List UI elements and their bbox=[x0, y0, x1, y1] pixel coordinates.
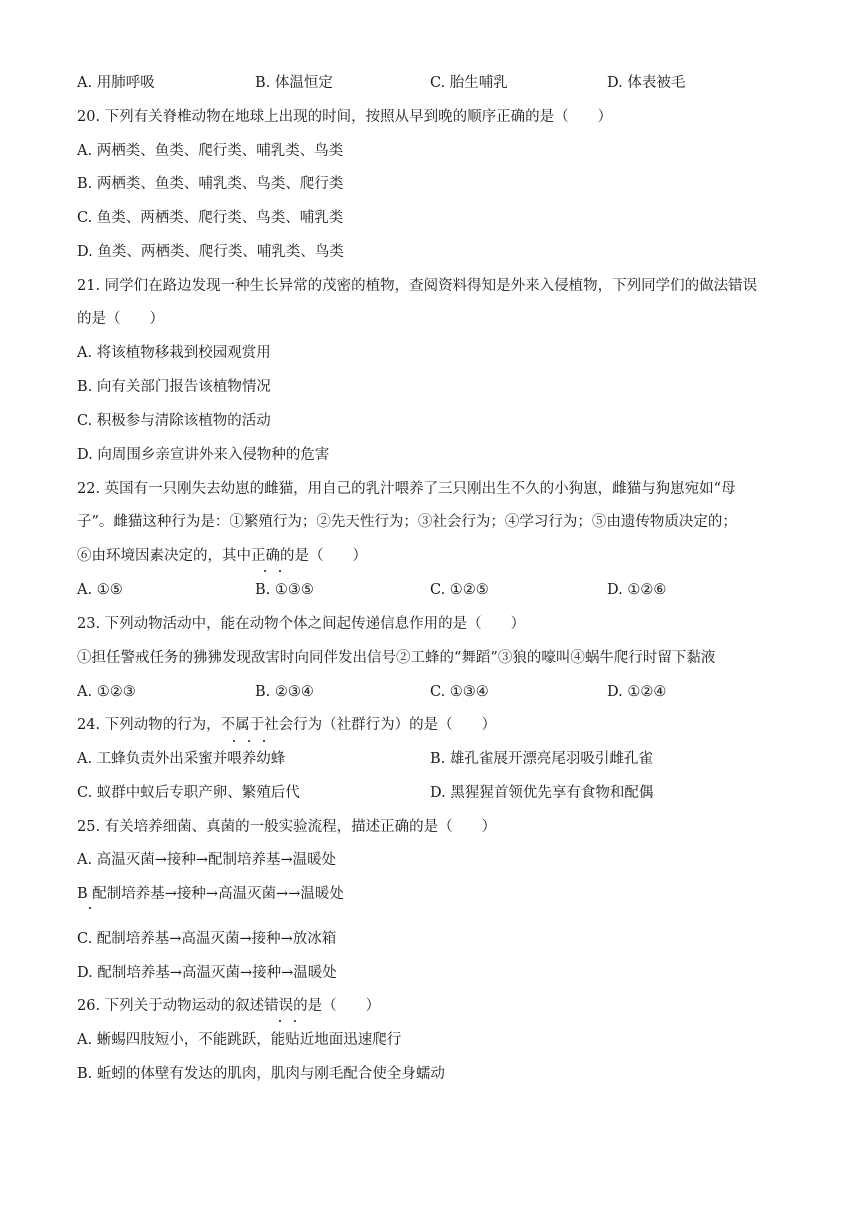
emphasis-dot bbox=[294, 1020, 296, 1022]
q21-option-c: C. 积极参与清除该植物的活动 bbox=[77, 413, 271, 429]
q23-option-c: C. ①③④ bbox=[430, 684, 489, 700]
q21-option-a: A. 将该植物移栽到校园观赏用 bbox=[77, 345, 271, 361]
q20-stem: 20. 下列有关脊椎动物在地球上出现的时间，按照从早到晚的顺序正确的是（ ） bbox=[77, 109, 613, 125]
q23-option-d: D. ①②④ bbox=[607, 684, 667, 700]
q21-stem-line2: 的是（ ） bbox=[77, 311, 164, 327]
q26-option-a: A. 蜥蜴四肢短小，不能跳跃，能贴近地面迅速爬行 bbox=[77, 1032, 402, 1048]
q19-option-a: A. 用肺呼吸 bbox=[77, 75, 155, 91]
q21-option-b: B. 向有关部门报告该植物情况 bbox=[77, 379, 271, 395]
q22-stem-line2: 子”。雌猫这种行为是：①繁殖行为；②先天性行为；③社会行为；④学习行为；⑤由遗传物质决定的； bbox=[77, 514, 737, 530]
q19-option-b: B. 体温恒定 bbox=[255, 75, 333, 91]
q22-stem-line1: 22. 英国有一只刚失去幼崽的雌猫，用自己的乳汁喂养了三只刚出生不久的小狗崽，雌猫与狗崽宛如“母 bbox=[77, 481, 736, 497]
emphasis-dot bbox=[248, 740, 250, 742]
q26-stem: 26. 下列关于动物运动的叙述错误的是（ ） bbox=[77, 998, 381, 1014]
q21-option-d: D. 向周围乡亲宣讲外来入侵物种的危害 bbox=[77, 447, 330, 463]
q22-option-c: C. ①②⑤ bbox=[430, 582, 489, 598]
q25-option-a: A. 高温灭菌→接种→配制培养基→温暖处 bbox=[77, 852, 337, 868]
q22-option-b: B. ①③⑤ bbox=[255, 582, 314, 598]
emphasis-dot bbox=[233, 740, 235, 742]
q24-stem: 24. 下列动物的行为，不属于社会行为（社群行为）的是（ ） bbox=[77, 717, 497, 733]
q23-detail: ①担任警戒任务的狒狒发现敌害时向同伴发出信号②工蜂的“舞蹈”③狼的嚎叫④蜗牛爬行时留下黏液 bbox=[77, 650, 716, 666]
q19-option-d: D. 体表被毛 bbox=[607, 75, 686, 91]
emphasis-dot bbox=[264, 570, 266, 572]
q24-option-d: D. 黑猩猩首领优先享有食物和配偶 bbox=[430, 785, 654, 801]
q22-option-a: A. ①⑤ bbox=[77, 582, 123, 598]
q25-option-d: D. 配制培养基→高温灭菌→接种→温暖处 bbox=[77, 965, 337, 981]
q26-option-b: B. 蚯蚓的体壁有发达的肌肉，肌肉与刚毛配合使全身蠕动 bbox=[77, 1066, 445, 1082]
q20-option-c: C. 鱼类、两栖类、爬行类、鸟类、哺乳类 bbox=[77, 210, 344, 226]
q20-option-b: B. 两栖类、鱼类、哺乳类、鸟类、爬行类 bbox=[77, 176, 344, 192]
q23-option-b: B. ②③④ bbox=[255, 684, 314, 700]
emphasis-dot bbox=[279, 1020, 281, 1022]
q23-stem: 23. 下列动物活动中，能在动物个体之间起传递信息作用的是（ ） bbox=[77, 616, 526, 632]
emphasis-dot bbox=[279, 570, 281, 572]
q25-option-c: C. 配制培养基→高温灭菌→接种→放冰箱 bbox=[77, 931, 337, 947]
q22-option-d: D. ①②⑥ bbox=[607, 582, 667, 598]
q22-stem-line3: ⑥由环境因素决定的，其中正确的是（ ） bbox=[77, 548, 367, 564]
q24-option-a: A. 工蜂负责外出采蜜并喂养幼蜂 bbox=[77, 751, 286, 767]
stray-dot bbox=[89, 907, 91, 909]
q24-option-c: C. 蚁群中蚁后专职产卵、繁殖后代 bbox=[77, 785, 300, 801]
q24-option-b: B. 雄孔雀展开漂亮尾羽吸引雌孔雀 bbox=[430, 751, 653, 767]
q25-option-b: B 配制培养基→接种→高温灭菌→→温暖处 bbox=[77, 886, 344, 902]
q21-stem-line1: 21. 同学们在路边发现一种生长异常的茂密的植物，查阅资料得知是外来入侵植物，下列同学们的做法错误 bbox=[77, 278, 758, 294]
emphasis-dot bbox=[263, 740, 265, 742]
q19-option-c: C. 胎生哺乳 bbox=[430, 75, 508, 91]
q25-stem: 25. 有关培养细菌、真菌的一般实验流程，描述正确的是（ ） bbox=[77, 819, 497, 835]
q20-option-d: D. 鱼类、两栖类、爬行类、哺乳类、鸟类 bbox=[77, 244, 344, 260]
q20-option-a: A. 两栖类、鱼类、爬行类、哺乳类、鸟类 bbox=[77, 143, 344, 159]
q23-option-a: A. ①②③ bbox=[77, 684, 136, 700]
